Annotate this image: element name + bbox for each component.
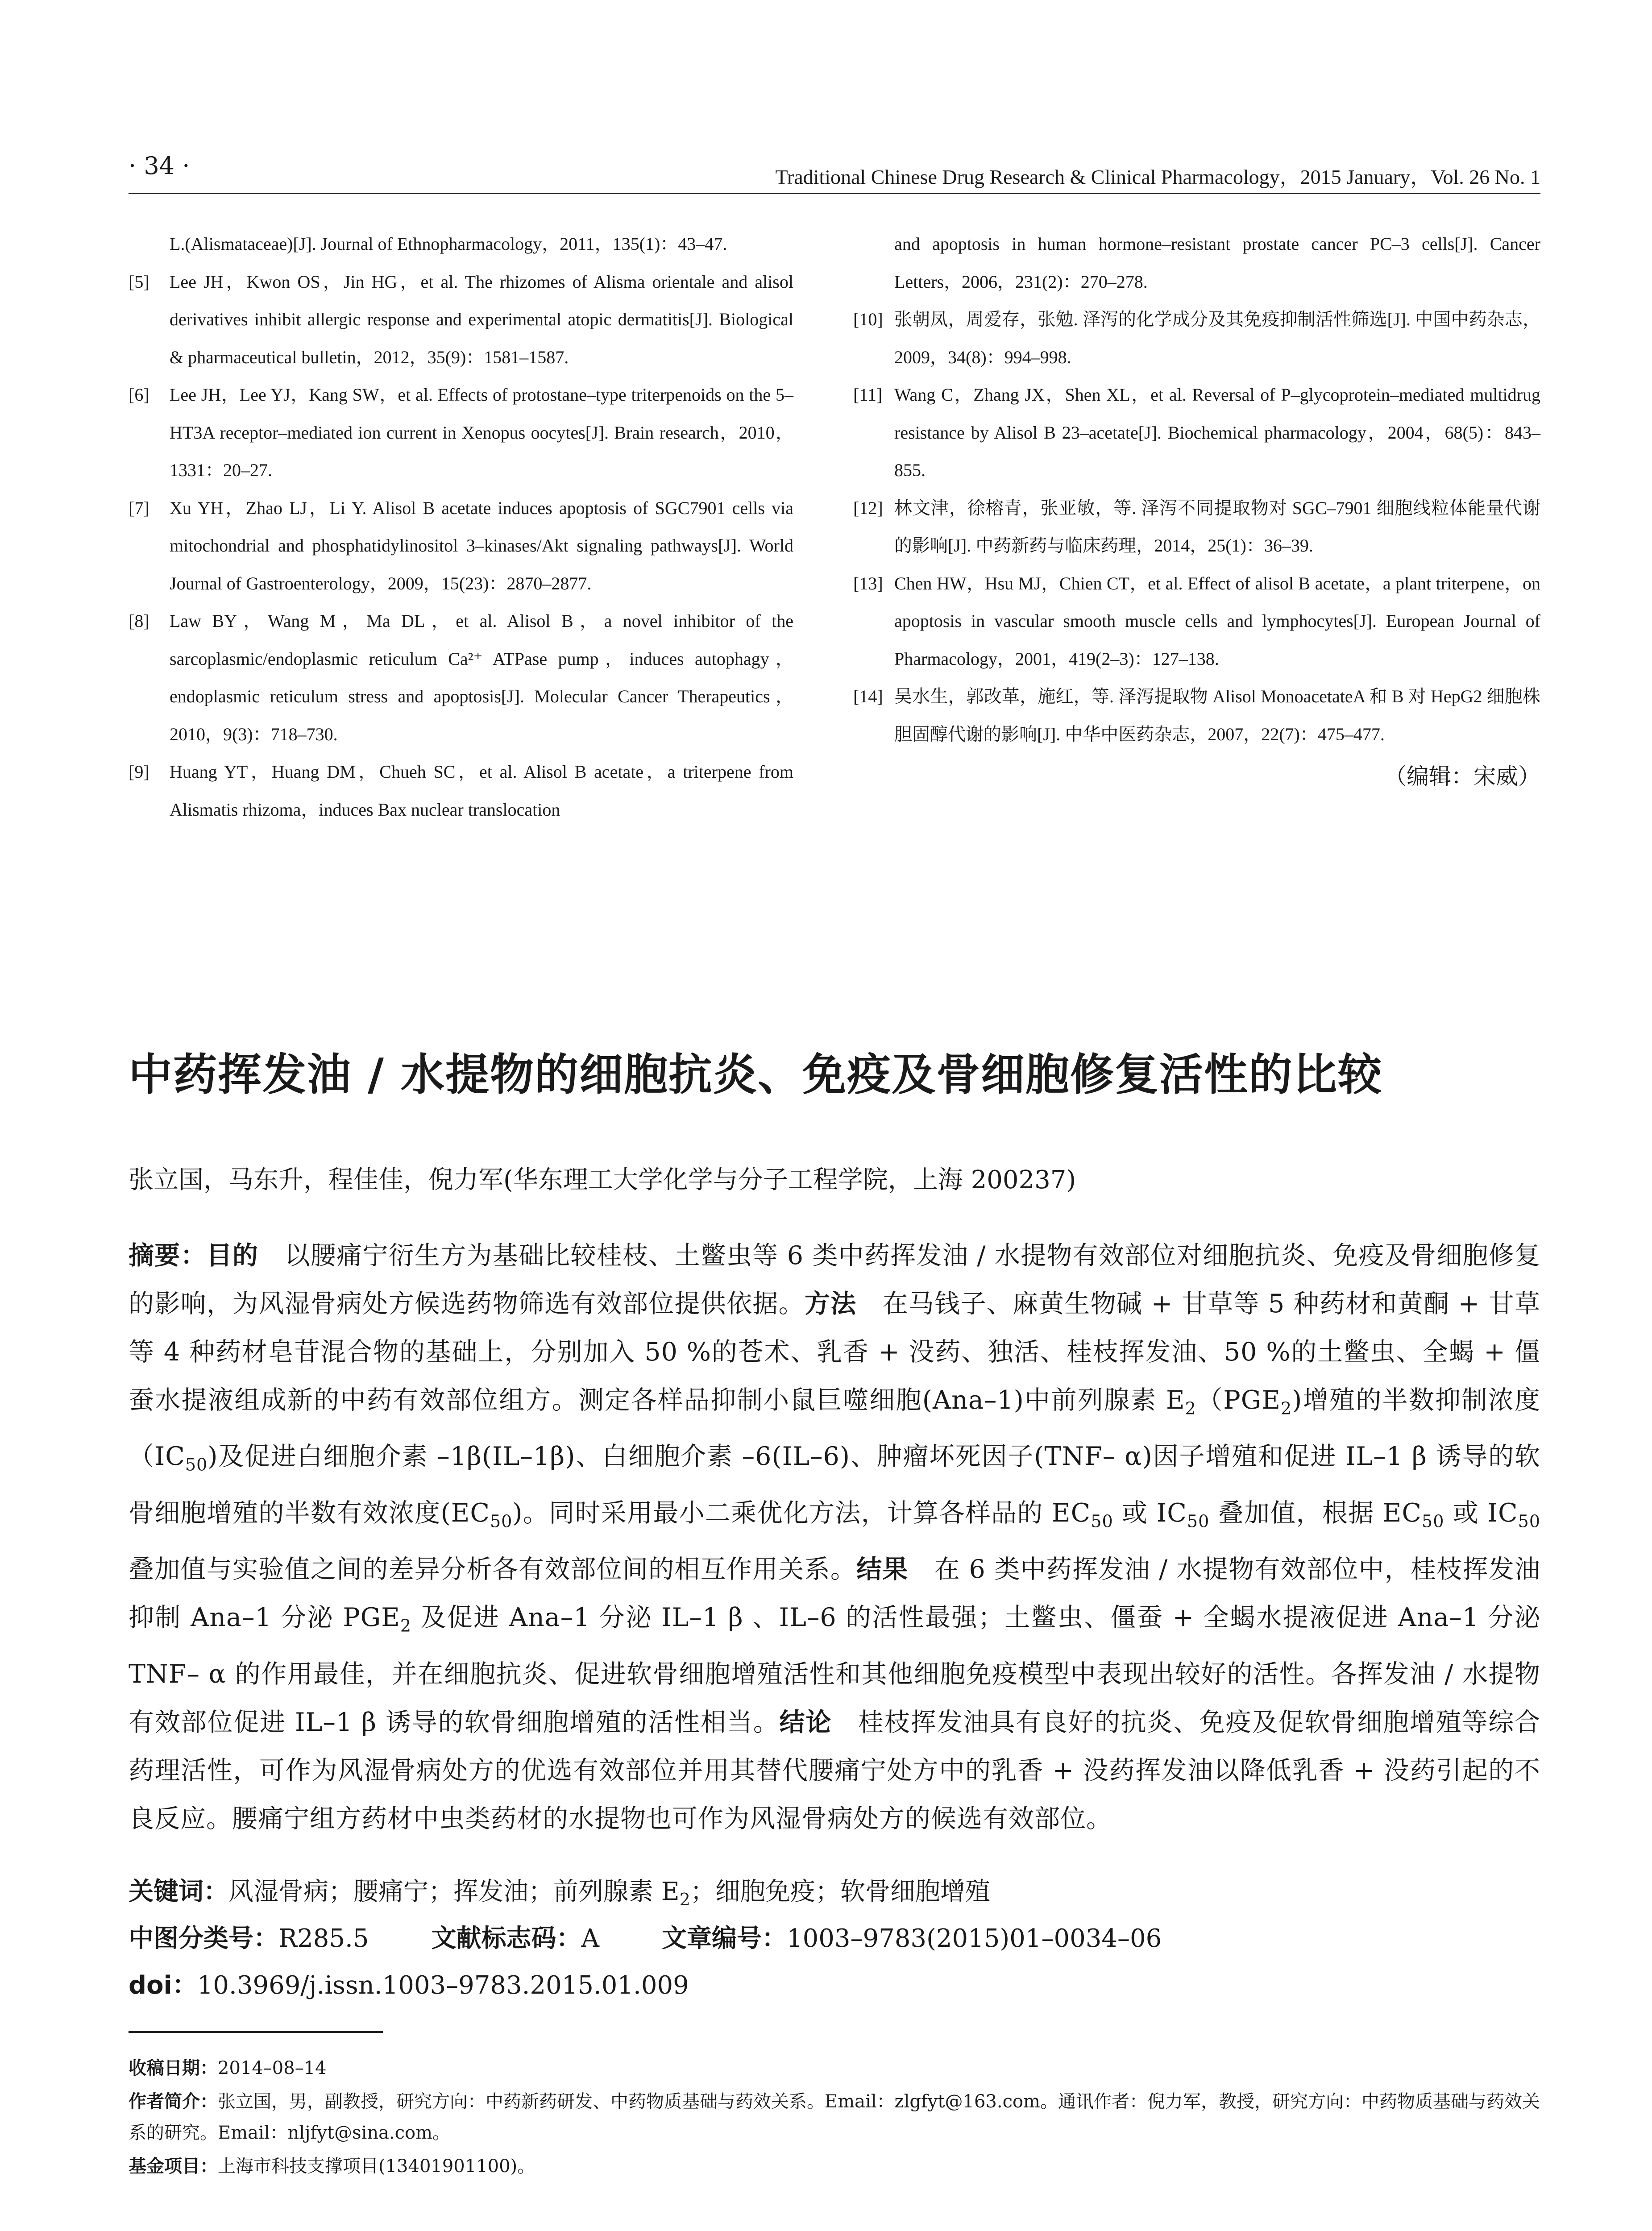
result-label: 结果 [856, 1555, 909, 1584]
article-authors: 张立国，马东升，程佳佳，倪力军(华东理工大学化学与分子工程学院，上海 200237) [129, 1165, 1076, 1194]
references-left-column [129, 225, 793, 829]
abstract-label: 摘要： [129, 1241, 207, 1270]
footnote-fund: 基金项目：上海市科技支撑项目(13401901100)。 [129, 2156, 535, 2177]
keywords: 关键词：风湿骨病；腰痛宁；挥发油；前列腺素 $E_2$；细胞免疫；软骨细胞增殖 [129, 1877, 990, 1910]
reference-item: [6] Lee JH，Lee YJ，Kang SW，et al. Effects of protostane–type triterpenoids on the 5–HT3A receptor–mediated ion current in Xenopus oocytes[J]. Brain research，2010，1331：20–27. [129, 385, 793, 480]
reference-item: [13] Chen HW，Hsu MJ，Chien CT，et al. Effect of alisol B acetate，a plant triterpene，on apoptosis in vascular smooth muscle cells and lymphocytes[J]. European Journal of Pharmacology，2001，419(2–3)：127–138. [853, 573, 1540, 669]
journal-header: Traditional Chinese Drug Research & Clinical Pharmacology，2015 January，Vol. 26 No. 1 [775, 166, 1540, 188]
page-number: · 34 · [129, 152, 190, 180]
reference-item: [14] 吴水生，郭改革，施红，等. 泽泻提取物 Alisol MonoacetateA 和 B 对 HepG2 细胞株胆固醇代谢的影响[J]. 中华中医药杂志，2007，22(7)：475–477. [853, 686, 1540, 744]
abstract: 摘要：目的 以腰痛宁衍生方为基础比较桂枝、土鳖虫等 6 类中药挥发油 / 水提物有效部位对细胞抗炎、免疫及骨细胞修复的影响，为风湿骨病处方候选药物筛选有效部位提供依据。方法 在马钱子、麻黄生物碱 + 甘草等 5 种药材和黄酮 + 甘草等 4 种药材皂苷混合物的基础上，分别加入 50 %的苍术、乳香 + 没药、独活、桂枝挥发油、50 %的土鳖虫、全蝎 + 僵蚕水提液组成新的中药有效部位组方。测定各样品抑制小鼠巨噬细胞(Ana–1)中前列腺素 $E_2(PGE_2)$增殖的半数抑制浓度$(IC_{50})$及促进白细胞介素 –1β(IL–1β)、白细胞介素 –6(IL–6)、肿瘤坏死因子(TNF– α)因子增殖和促进 IL–1 β 诱导的软骨细胞增殖的半数有效浓度$(EC_{50})$。同时采用最小二乘优化方法，计算各样品的 $EC_{50}$ 或 $IC_{50}$ 叠加值，根据 $EC_{50}$ 或 $IC_{50}$ 叠加值与实验值之间的差异分析各有效部位间的相互作用关系。结果 在 6 类中药挥发油 / 水提物有效部位中，桂枝挥发油抑制 Ana–1 分泌 $PGE_2$ 及促进 Ana–1 分泌 IL–1 β 、IL–6 的活性最强；土鳖虫、僵蚕 + 全蝎水提液促进 Ana–1 分泌 TNF– α 的作用最佳，并在细胞抗炎、促进软骨细胞增殖活性和其他细胞免疫模型中表现出较好的活性。各挥发油 / 水提物有效部位促进 IL–1 β 诱导的软骨细胞增殖的活性相当。结论 桂枝挥发油具有良好的抗炎、免疫及促软骨细胞增殖等综合药理活性，可作为风湿骨病处方的优选有效部位并用其替代腰痛宁处方中的乳香 + 没药挥发油以降低乳香 + 没药引起的不良反应。腰痛宁组方药材中虫类药材的水提物也可作为风湿骨病处方的候选有效部位。 [129, 1241, 1541, 1833]
reference-item: [9] Huang YT，Huang DM，Chueh SC，et al. Alisol B acetate，a triterpene from Alismatis rhizoma，induces Bax nuclear translocation [129, 762, 793, 820]
header-rule [129, 193, 1540, 194]
references-right-column [853, 225, 1540, 796]
reference-item: [7] Xu YH，Zhao LJ，Li Y. Alisol B acetate induces apoptosis of SGC7901 cells via mitochondrial and phosphatidylinositol 3–kinases/Akt signaling pathways[J]. World Journal of Gastroenterology，2009，15(23)：2870–2877. [129, 498, 793, 593]
editor-note: （编辑：宋威） [1384, 763, 1540, 789]
objective-label: 目的 [206, 1241, 259, 1270]
reference-item: [8] Law BY，Wang M，Ma DL，et al. Alisol B，a novel inhibitor of the sarcoplasmic/endoplasmic reticulum Ca²⁺ ATPase pump，induces autophagy，endoplasmic reticulum stress and apoptosis[J]. Molecular Cancer Therapeutics，2010，9(3)：718–730. [129, 611, 793, 744]
conclusion-label: 结论 [779, 1707, 832, 1737]
classification-line: 中图分类号：R285.5 文献标志码：A 文章编号：1003–9783(2015)01–0034–06 [129, 1924, 1162, 1953]
reference-item: and apoptosis in human hormone–resistant prostate cancer PC–3 cells[J]. Cancer Letters，2006，231(2)：270–278. [894, 234, 1540, 292]
reference-item: [11] Wang C，Zhang JX，Shen XL，et al. Reversal of P–glycoprotein–mediated multidrug resistance by Alisol B 23–acetate[J]. Biochemical pharmacology，2004，68(5)：843–855. [853, 385, 1540, 480]
footnote-author: 作者简介：张立国，男，副教授，研究方向：中药新药研发、中药物质基础与药效关系。Email：zlgfyt@163.com。通讯作者：倪力军，教授，研究方向：中药物质基础与药效关系的研究。Email：nljfyt@sina.com。 [129, 2091, 1540, 2143]
reference-item: [12] 林文津，徐榕青，张亚敏，等. 泽泻不同提取物对 SGC–7901 细胞线粒体能量代谢的影响[J]. 中药新药与临床药理，2014，25(1)：36–39. [853, 498, 1540, 556]
reference-item: [10] 张朝凤，周爱存，张勉. 泽泻的化学成分及其免疫抑制活性筛选[J]. 中国中药杂志，2009，34(8)：994–998. [853, 309, 1540, 367]
method-label: 方法 [804, 1289, 857, 1319]
doi-line: doi：10.3969/j.issn.1003–9783.2015.01.009 [129, 1971, 689, 2000]
reference-item: [5] Lee JH，Kwon OS，Jin HG，et al. The rhizomes of Alisma orientale and alisol derivatives inhibit allergic response and experimental atopic dermatitis[J]. Biological & pharmaceutical bulletin，2012，35(9)：1581–1587. [129, 271, 793, 367]
doi-value: 10.3969/j.issn.1003–9783.2015.01.009 [197, 1971, 689, 2000]
reference-item: L.(Alismataceae)[J]. Journal of Ethnopharmacology，2011，135(1)：43–47. [170, 234, 727, 254]
article-title: 中药挥发油 / 水提物的细胞抗炎、免疫及骨细胞修复活性的比较 [129, 1049, 1383, 1100]
footnote-rule [129, 2031, 383, 2033]
footnote-received: 收稿日期：2014–08–14 [129, 2058, 327, 2078]
